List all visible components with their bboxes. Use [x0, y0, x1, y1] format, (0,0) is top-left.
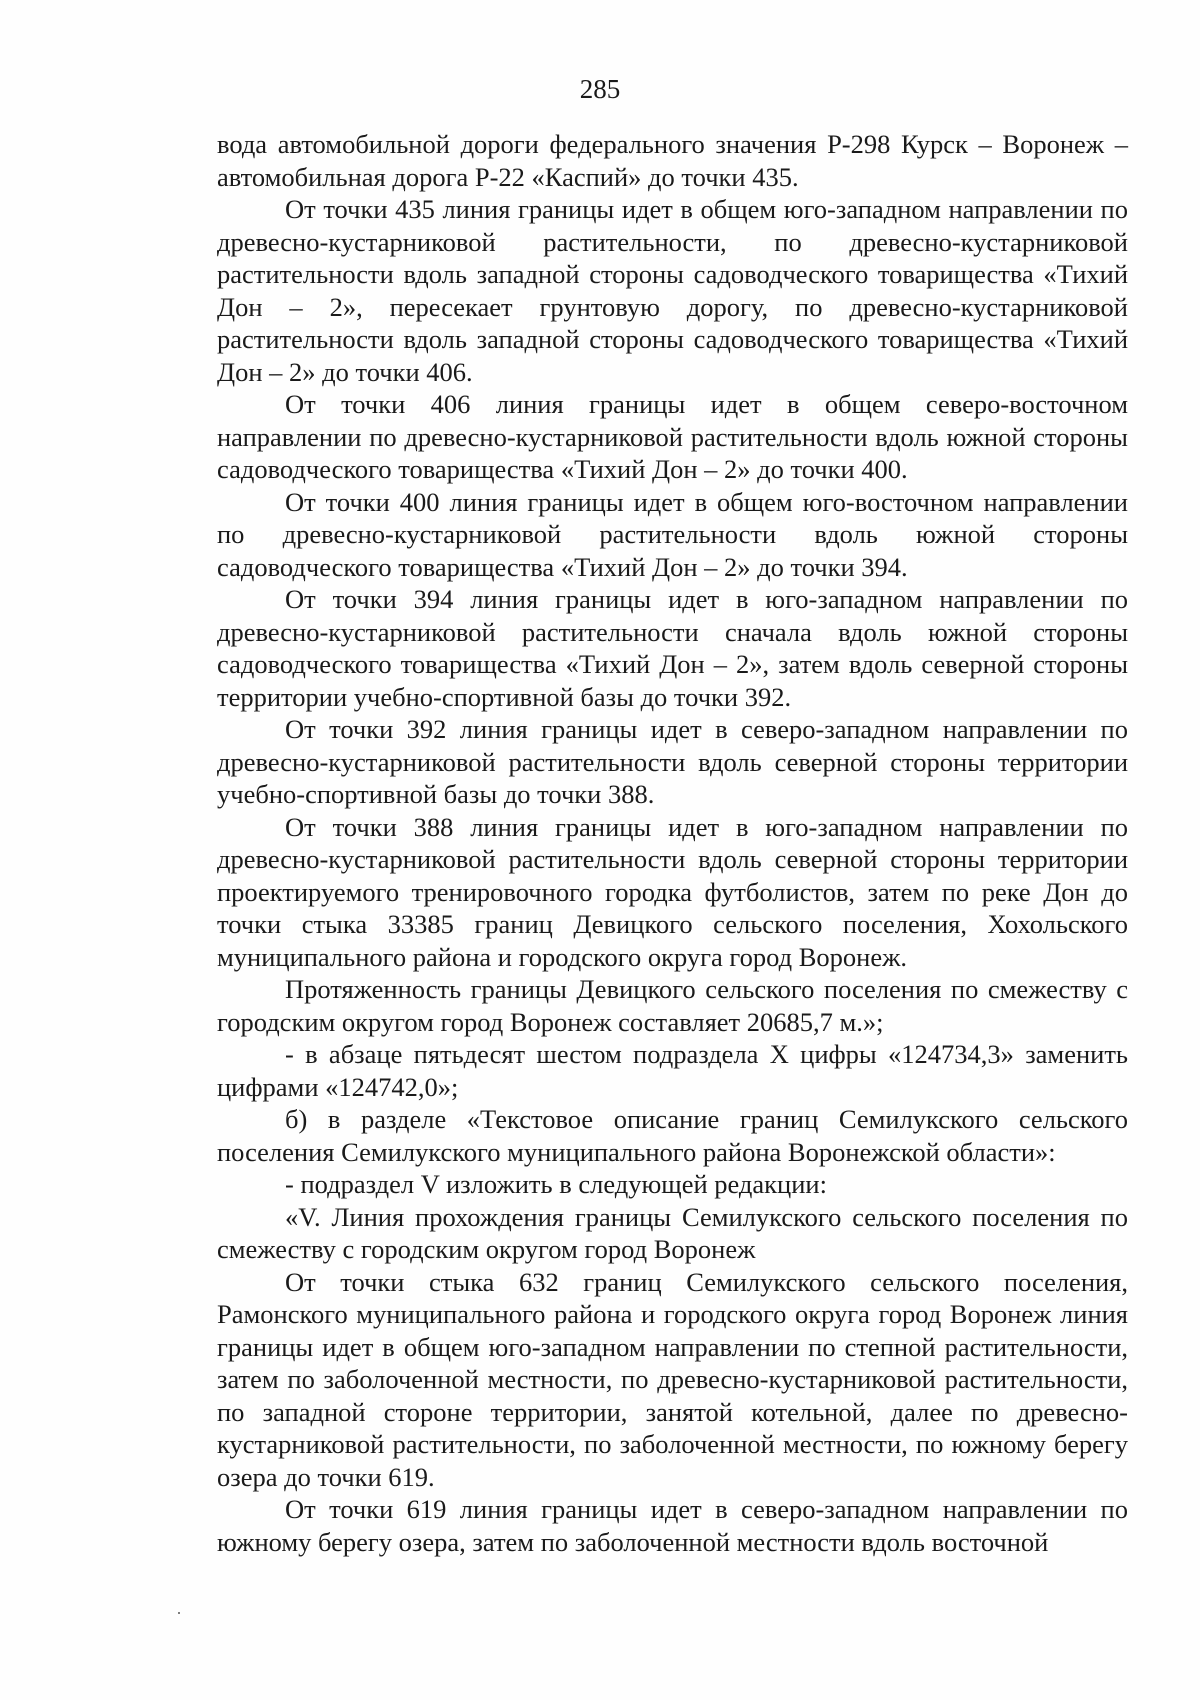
paragraph: От точки 435 линия границы идет в общем юго-западном направлении по древесно-кустарниковой растительности, по древесно-кустарниковой растительности вдоль западной стороны садоводческого товарищества «Тихий Дон – 2», пересекает грунтовую дорогу, по древесно-кустарниковой растительности вдоль западной стороны садоводческого товарищества «Тихий Дон – 2» до точки 406.: [217, 194, 1128, 387]
page-number: 285: [579, 74, 621, 104]
paragraph: От точки 392 линия границы идет в северо-западном направлении по древесно-кустарниковой растительности вдоль северной стороны территории учебно-спортивной базы до точки 388.: [217, 714, 1128, 809]
document-body: [217, 128, 1128, 1558]
paragraph: От точки 619 линия границы идет в северо-западном направлении по южному берегу озера, затем по заболоченной местности вдоль восточной: [217, 1494, 1128, 1557]
paragraph: От точки стыка 632 границ Семилукского сельского поселения, Рамонского муниципального района и городского округа город Воронеж линия границы идет в общем юго-западном направлении по степной растительности, затем по заболоченной местности, по древесно-кустарниковой растительности, по западной стороне территории, занятой котельной, далее по древесно-кустарниковой растительности, по заболоченной местности, по южному берегу озера до точки 619.: [217, 1266, 1128, 1492]
paragraph: вода автомобильной дороги федерального значения Р-298 Курск – Воронеж – автомобильная дорога Р-22 «Каспий» до точки 435.: [217, 129, 1128, 192]
paragraph: - в абзаце пятьдесят шестом подраздела X цифры «124734,3» заменить цифрами «124742,0»;: [217, 1039, 1128, 1102]
paragraph: От точки 400 линия границы идет в общем юго-восточном направлении по древесно-кустарниковой растительности вдоль южной стороны садоводческого товарищества «Тихий Дон – 2» до точки 394.: [217, 486, 1128, 582]
paragraph: - подраздел V изложить в следующей редакции:: [285, 1169, 827, 1199]
paragraph: Протяженность границы Девицкого сельского поселения по смежеству с городским округом город Воронеж составляет 20685,7 м.»;: [217, 974, 1128, 1037]
paragraph: От точки 394 линия границы идет в юго-западном направлении по древесно-кустарниковой растительности сначала вдоль южной стороны садоводческого товарищества «Тихий Дон – 2», затем вдоль северной стороны территории учебно-спортивной базы до точки 392.: [217, 584, 1128, 712]
paragraph: От точки 406 линия границы идет в общем северо-восточном направлении по древесно-кустарниковой растительности вдоль южной стороны садоводческого товарищества «Тихий Дон – 2» до точки 400.: [217, 389, 1128, 484]
scan-speck: [178, 1612, 180, 1614]
paragraph: б) в разделе «Текстовое описание границ Семилукского сельского поселения Семилукского муниципального района Воронежской области»:: [217, 1104, 1128, 1167]
paragraph: «V. Линия прохождения границы Семилукского сельского поселения по смежеству с городским округом город Воронеж: [217, 1201, 1128, 1264]
paragraph: От точки 388 линия границы идет в юго-западном направлении по древесно-кустарниковой растительности вдоль северной стороны территории проектируемого тренировочного городка футболистов, затем по реке Дон до точки стыка 33385 границ Девицкого сельского поселения, Хохольского муниципального района и городского округа город Воронеж.: [217, 811, 1128, 972]
